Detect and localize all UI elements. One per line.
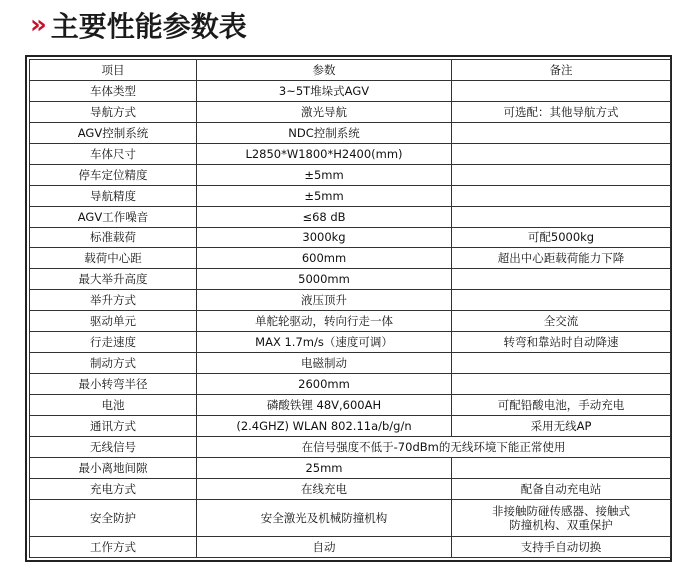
table-row	[30, 269, 671, 290]
table-row	[30, 415, 671, 436]
spec-table	[29, 59, 671, 558]
cell-item: 最小转弯半径	[30, 374, 197, 395]
cell-note	[452, 374, 671, 395]
cell-note: 可配铅酸电池，手动充电	[452, 395, 671, 416]
cell-note: 可配5000kg	[452, 227, 671, 248]
table-row	[30, 332, 671, 353]
column-header-item: 项目	[30, 60, 197, 81]
cell-param: 自动	[197, 536, 452, 557]
table-row	[30, 353, 671, 374]
cell-param: MAX 1.7m/s（速度可调）	[197, 332, 452, 353]
cell-param: ±5mm	[197, 185, 452, 206]
cell-item: 驱动单元	[30, 311, 197, 332]
cell-note	[452, 185, 671, 206]
table-row	[30, 227, 671, 248]
cell-param: 液压顶升	[197, 290, 452, 311]
cell-item: 导航方式	[30, 101, 197, 122]
cell-param: 磷酸铁锂 48V,600AH	[197, 395, 452, 416]
cell-param: (2.4GHZ) WLAN 802.11a/b/g/n	[197, 415, 452, 436]
cell-param: 3~5T堆垛式AGV	[197, 80, 452, 101]
cell-param: 600mm	[197, 248, 452, 269]
cell-item: AGV工作噪音	[30, 206, 197, 227]
spec-table-frame	[25, 55, 672, 562]
column-header-note: 备注	[452, 60, 671, 81]
table-row	[30, 436, 671, 457]
cell-note: 超出中心距载荷能力下降	[452, 248, 671, 269]
cell-item: 最小离地间隙	[30, 457, 197, 478]
cell-note: 全交流	[452, 311, 671, 332]
table-row	[30, 374, 671, 395]
table-row	[30, 185, 671, 206]
cell-item: 充电方式	[30, 478, 197, 499]
cell-param: 5000mm	[197, 269, 452, 290]
column-header-param: 参数	[197, 60, 452, 81]
cell-param: NDC控制系统	[197, 122, 452, 143]
cell-item: 通讯方式	[30, 415, 197, 436]
cell-param: 电磁制动	[197, 353, 452, 374]
cell-item: AGV控制系统	[30, 122, 197, 143]
cell-param: 在线充电	[197, 478, 452, 499]
cell-param: 25mm	[197, 457, 452, 478]
table-row	[30, 164, 671, 185]
table-row	[30, 457, 671, 478]
cell-item: 无线信号	[30, 436, 197, 457]
cell-note: 采用无线AP	[452, 415, 671, 436]
table-row	[30, 80, 671, 101]
cell-note	[452, 269, 671, 290]
cell-note	[452, 122, 671, 143]
spec-table-body	[30, 60, 671, 558]
cell-item: 电池	[30, 395, 197, 416]
table-row	[30, 248, 671, 269]
cell-param: 在信号强度不低于-70dBm的无线环境下能正常使用	[197, 436, 671, 457]
table-row	[30, 143, 671, 164]
table-row	[30, 536, 671, 557]
title-bar	[30, 6, 247, 44]
cell-item: 举升方式	[30, 290, 197, 311]
table-row	[30, 499, 671, 536]
cell-note	[452, 457, 671, 478]
table-row	[30, 395, 671, 416]
table-row	[30, 101, 671, 122]
cell-item: 载荷中心距	[30, 248, 197, 269]
cell-item: 车体尺寸	[30, 143, 197, 164]
table-row	[30, 290, 671, 311]
table-row	[30, 311, 671, 332]
cell-item: 安全防护	[30, 499, 197, 536]
cell-note: 非接触防碰传感器、接触式 防撞机构、双重保护	[452, 499, 671, 536]
cell-param: 2600mm	[197, 374, 452, 395]
page-title: 主要性能参数表	[50, 10, 247, 43]
cell-note	[452, 164, 671, 185]
cell-item: 工作方式	[30, 536, 197, 557]
cell-item: 行走速度	[30, 332, 197, 353]
cell-note: 转弯和靠站时自动降速	[452, 332, 671, 353]
cell-param: 激光导航	[197, 101, 452, 122]
cell-item: 标准载荷	[30, 227, 197, 248]
cell-note: 支持手自动切换	[452, 536, 671, 557]
cell-param: 单舵轮驱动，转向行走一体	[197, 311, 452, 332]
cell-item: 最大举升高度	[30, 269, 197, 290]
cell-item: 制动方式	[30, 353, 197, 374]
cell-param: ±5mm	[197, 164, 452, 185]
cell-item: 停车定位精度	[30, 164, 197, 185]
table-row	[30, 478, 671, 499]
cell-note	[452, 143, 671, 164]
cell-note	[452, 353, 671, 374]
cell-note	[452, 206, 671, 227]
cell-param: 安全激光及机械防撞机构	[197, 499, 452, 536]
cell-note: 可选配：其他导航方式	[452, 101, 671, 122]
cell-param: L2850*W1800*H2400(mm)	[197, 143, 452, 164]
cell-item: 车体类型	[30, 80, 197, 101]
cell-note: 配备自动充电站	[452, 478, 671, 499]
table-row	[30, 206, 671, 227]
table-row	[30, 122, 671, 143]
cell-note	[452, 80, 671, 101]
cell-param: ≤68 dB	[197, 206, 452, 227]
cell-item: 导航精度	[30, 185, 197, 206]
cell-param: 3000kg	[197, 227, 452, 248]
table-header-row	[30, 60, 671, 81]
cell-note	[452, 290, 671, 311]
chevron-right-icon: »	[30, 10, 41, 40]
